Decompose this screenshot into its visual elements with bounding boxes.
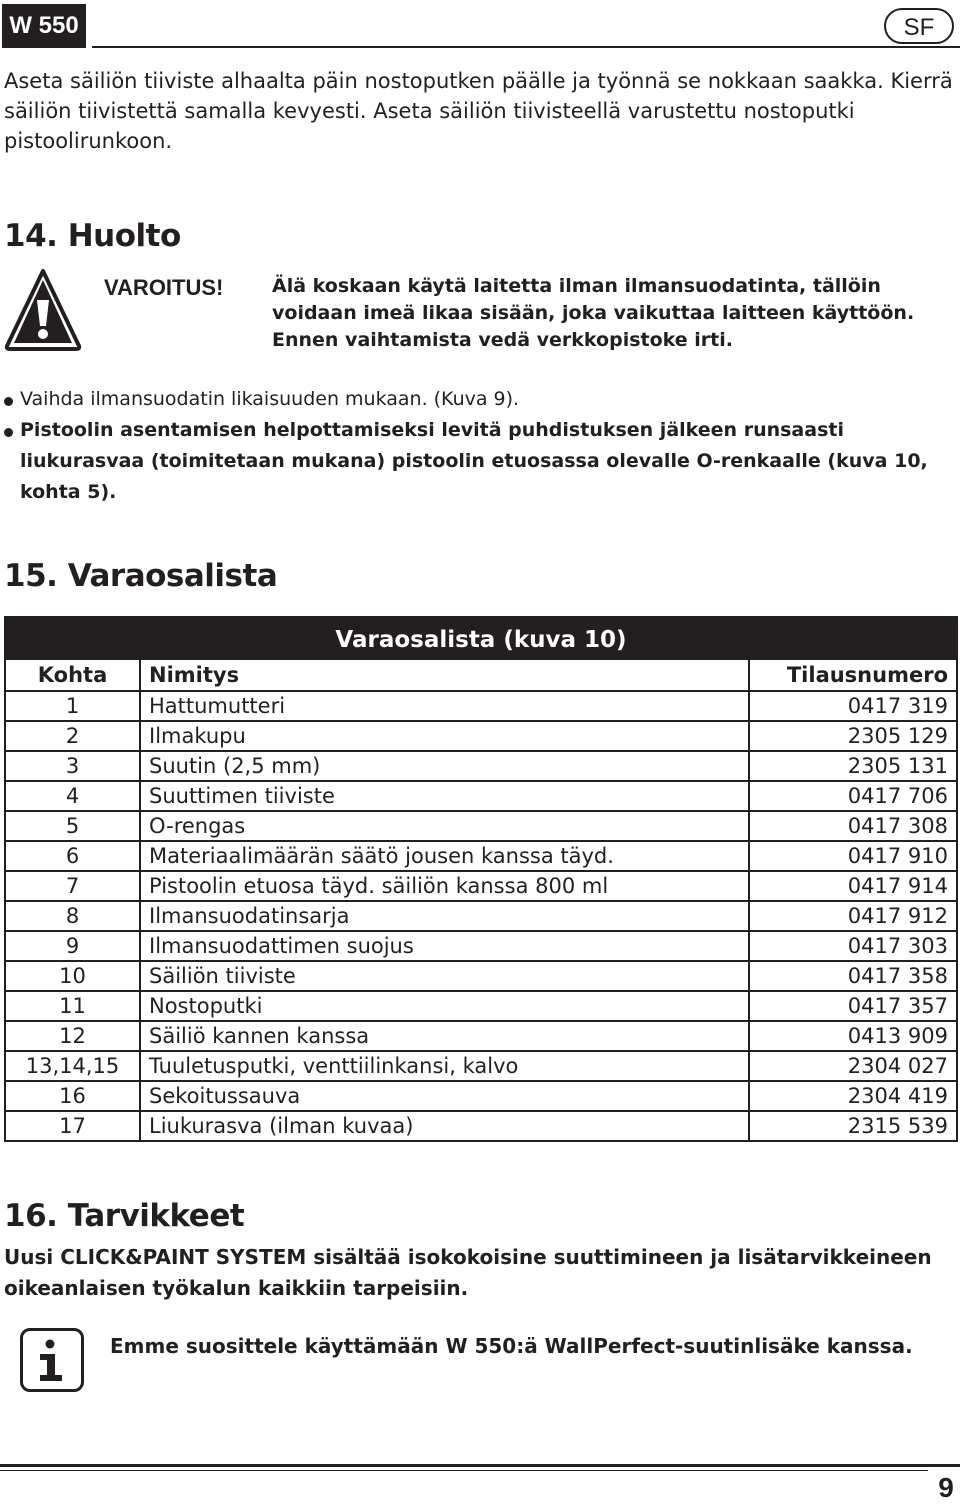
- part-name: Nostoputki: [140, 991, 749, 1021]
- table-row: [5, 1021, 957, 1051]
- part-position: 16: [5, 1081, 140, 1111]
- part-order-number: 0417 303: [749, 931, 957, 961]
- list-item: Pistoolin asentamisen helpottamiseksi levitä puhdistuksen jälkeen runsaasti liukurasvaa (toimitetaan mukana) pistoolin etuosassa olevalle O-renkaalle (kuva 10, kohta 5).: [4, 415, 960, 508]
- part-order-number: 2304 027: [749, 1051, 957, 1081]
- column-header-nimitys: Nimitys: [140, 659, 749, 691]
- table-row: [5, 1111, 957, 1141]
- info-note: Emme suosittele käyttämään W 550:ä WallPerfect-suutinlisäke kanssa.: [110, 1334, 913, 1358]
- intro-paragraph: Aseta säiliön tiiviste alhaalta päin nostoputken päälle ja työnnä se nokkaan saakka. Kierrä säiliön tiivistettä samalla kevyesti. Aseta säiliön tiivisteellä varustettu nostoputki pistoolirunkoon.: [4, 69, 953, 153]
- info-icon: [20, 1328, 84, 1392]
- part-order-number: 0417 358: [749, 961, 957, 991]
- part-position: 5: [5, 811, 140, 841]
- table-row: [5, 991, 957, 1021]
- table-row: [5, 961, 957, 991]
- part-order-number: 2315 539: [749, 1111, 957, 1141]
- part-name: Säiliö kannen kanssa: [140, 1021, 749, 1051]
- table-row: [5, 781, 957, 811]
- table-row: [5, 1051, 957, 1081]
- table-row: [5, 691, 957, 721]
- table-row: [5, 811, 957, 841]
- part-position: 9: [5, 931, 140, 961]
- page-number: 9: [938, 1472, 954, 1503]
- table-row: [5, 721, 957, 751]
- part-name: Ilmansuodatinsarja: [140, 901, 749, 931]
- part-position: 4: [5, 781, 140, 811]
- part-order-number: 0413 909: [749, 1021, 957, 1051]
- maintenance-title: 14. Huolto: [4, 218, 181, 254]
- part-order-number: 0417 910: [749, 841, 957, 871]
- part-position: 3: [5, 751, 140, 781]
- part-order-number: 0417 706: [749, 781, 957, 811]
- warning-icon: [4, 268, 82, 352]
- parts-table-body: [5, 691, 957, 1141]
- part-name: Liukurasva (ilman kuvaa): [140, 1111, 749, 1141]
- part-name: Hattumutteri: [140, 691, 749, 721]
- part-order-number: 2304 419: [749, 1081, 957, 1111]
- table-row: [5, 871, 957, 901]
- part-order-number: 2305 131: [749, 751, 957, 781]
- part-order-number: 0417 357: [749, 991, 957, 1021]
- part-position: 11: [5, 991, 140, 1021]
- supplies-title: 16. Tarvikkeet: [4, 1198, 245, 1234]
- footer-rule-thin: [0, 1470, 928, 1471]
- table-row: [5, 1081, 957, 1111]
- parts-table: [4, 616, 958, 1142]
- part-name: Ilmakupu: [140, 721, 749, 751]
- parts-table-title: Varaosalista (kuva 10): [5, 617, 957, 659]
- header-rule: [92, 46, 960, 48]
- list-item: Vaihda ilmansuodatin likaisuuden mukaan. (Kuva 9).: [4, 384, 960, 415]
- part-position: 12: [5, 1021, 140, 1051]
- part-name: O-rengas: [140, 811, 749, 841]
- part-name: Suutin (2,5 mm): [140, 751, 749, 781]
- part-position: 2: [5, 721, 140, 751]
- part-position: 13,14,15: [5, 1051, 140, 1081]
- supplies-text: Uusi CLICK&PAINT SYSTEM sisältää isokokoisine suuttimineen ja lisätarvikkeineen oikeanlaisen työkalun kaikkiin tarpeisiin.: [4, 1245, 932, 1300]
- part-position: 1: [5, 691, 140, 721]
- part-name: Säiliön tiiviste: [140, 961, 749, 991]
- part-position: 6: [5, 841, 140, 871]
- column-header-kohta: Kohta: [5, 659, 140, 691]
- table-row: [5, 901, 957, 931]
- footer-rule: [0, 1464, 960, 1467]
- part-name: Tuuletusputki, venttiilinkansi, kalvo: [140, 1051, 749, 1081]
- table-row: [5, 751, 957, 781]
- part-order-number: 0417 914: [749, 871, 957, 901]
- column-header-tilausnumero: Tilausnumero: [749, 659, 957, 691]
- parts-title: 15. Varaosalista: [4, 558, 278, 594]
- part-order-number: 0417 319: [749, 691, 957, 721]
- part-order-number: 0417 912: [749, 901, 957, 931]
- warning-label: VAROITUS!: [104, 275, 224, 300]
- part-name: Materiaalimäärän säätö jousen kanssa täyd.: [140, 841, 749, 871]
- warning-text: Älä koskaan käytä laitetta ilman ilmansuodatinta, tällöin voidaan imeä likaa sisään, joka vaikuttaa laitteen käyttöön. Ennen vaihtamista vedä verkkopistoke irti.: [272, 275, 915, 351]
- language-badge: SF: [884, 8, 954, 44]
- part-position: 8: [5, 901, 140, 931]
- model-badge: W 550: [2, 4, 86, 48]
- table-row: [5, 931, 957, 961]
- part-name: Suuttimen tiiviste: [140, 781, 749, 811]
- part-name: Sekoitussauva: [140, 1081, 749, 1111]
- maintenance-bullets: [4, 384, 960, 508]
- table-row: [5, 841, 957, 871]
- part-order-number: 2305 129: [749, 721, 957, 751]
- part-name: Pistoolin etuosa täyd. säiliön kanssa 800 ml: [140, 871, 749, 901]
- part-position: 10: [5, 961, 140, 991]
- part-order-number: 0417 308: [749, 811, 957, 841]
- part-name: Ilmansuodattimen suojus: [140, 931, 749, 961]
- part-position: 17: [5, 1111, 140, 1141]
- part-position: 7: [5, 871, 140, 901]
